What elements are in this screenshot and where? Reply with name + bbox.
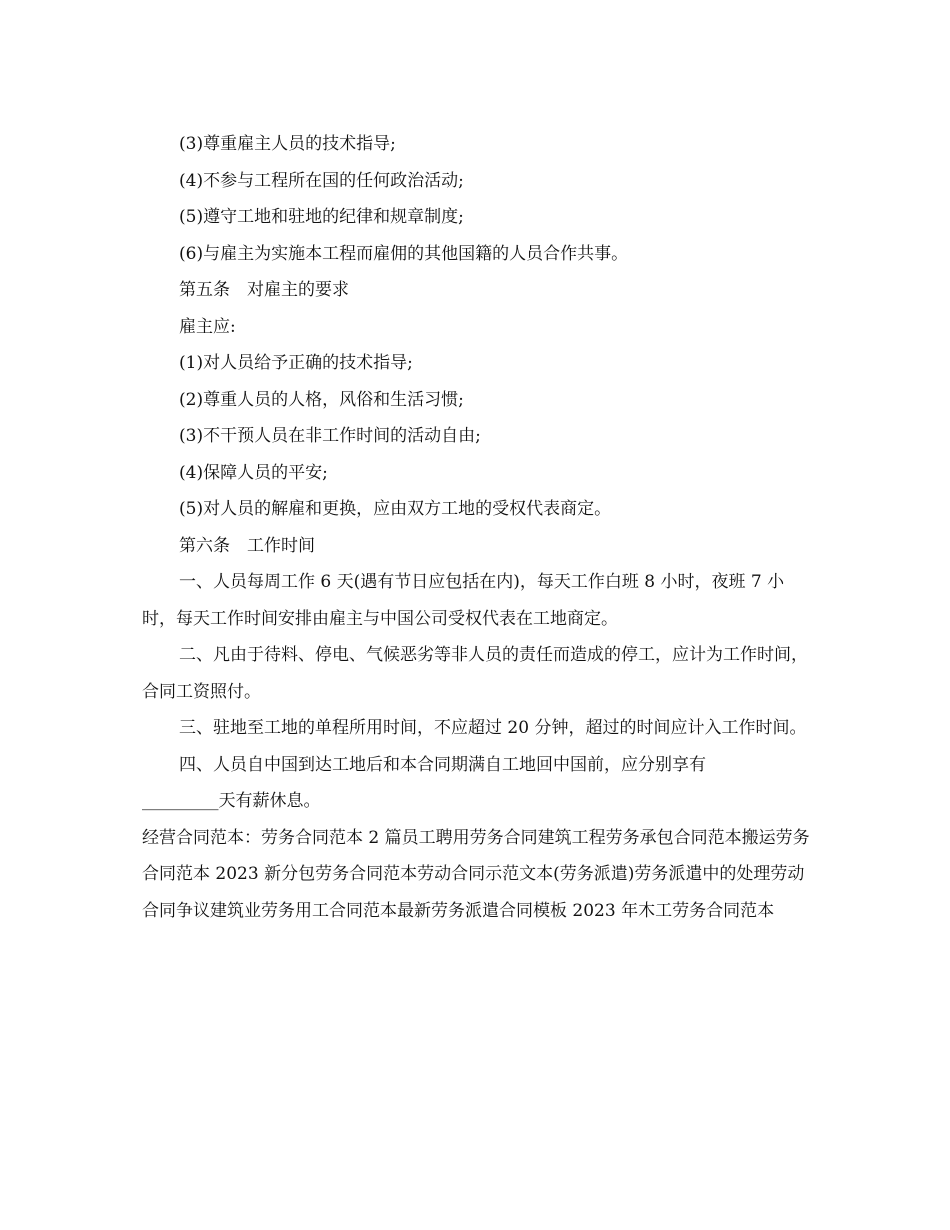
article-5-item-4: (4)保障人员的平安; [179,462,328,483]
document-body [142,126,812,929]
article-5-item-3: (3)不干预人员在非工作时间的活动自由; [179,426,481,446]
clause-item-5: (5)遵守工地和驻地的纪律和规章制度; [179,207,464,227]
article-6-heading: 第六条 工作时间 [179,535,315,556]
clause-item-4: (4)不参与工程所在国的任何政治活动; [179,170,464,191]
article-6-paragraph-4: 四、人员自中国到达工地后和本合同期满自工地回中国前，应分别享有 [179,754,706,775]
article-5-item-2: (2)尊重人员的人格，风俗和生活习惯; [179,389,464,410]
clause-item-3: (3)尊重雇主人员的技术指导; [179,134,396,154]
article-5-intro: 雇主应: [179,316,236,337]
article-6-blank-line: _________天有薪休息。 [142,791,321,811]
clause-item-6: (6)与雇主为实施本工程而雇佣的其他国籍的人员合作共事。 [179,243,629,264]
article-5-item-5: (5)对人员的解雇和更换，应由双方工地的受权代表商定。 [179,499,612,519]
article-5-item-1: (1)对人员给予正确的技术指导; [179,353,413,373]
article-6-paragraph-1: 一、人员每周工作 6 天(遇有节日应包括在内)，每天工作白班 8 小时，夜班 7 小时，每天工作时间安排由雇主与中国公司受权代表在工地商定。 [142,572,785,629]
article-5-heading: 第五条 对雇主的要求 [179,280,349,300]
article-6-paragraph-3: 三、驻地至工地的单程所用时间，不应超过 20 分钟，超过的时间应计入工作时间。 [179,718,807,738]
article-6-paragraph-2: 二、凡由于待料、停电、气候恶劣等非人员的责任而造成的停工，应计为工作时间，合同工资照付。 [142,645,808,702]
footer-note: 经营合同范本：劳务合同范本 2 篇员工聘用劳务合同建筑工程劳务承包合同范本搬运劳务合同范本 2023 新分包劳务合同范本劳动合同示范文本(劳务派遣)劳务派遣中的处理劳动合同争议建筑业劳务用工合同范本最新劳务派遣合同模板 2023 年木工劳务合同范本 [142,827,810,921]
